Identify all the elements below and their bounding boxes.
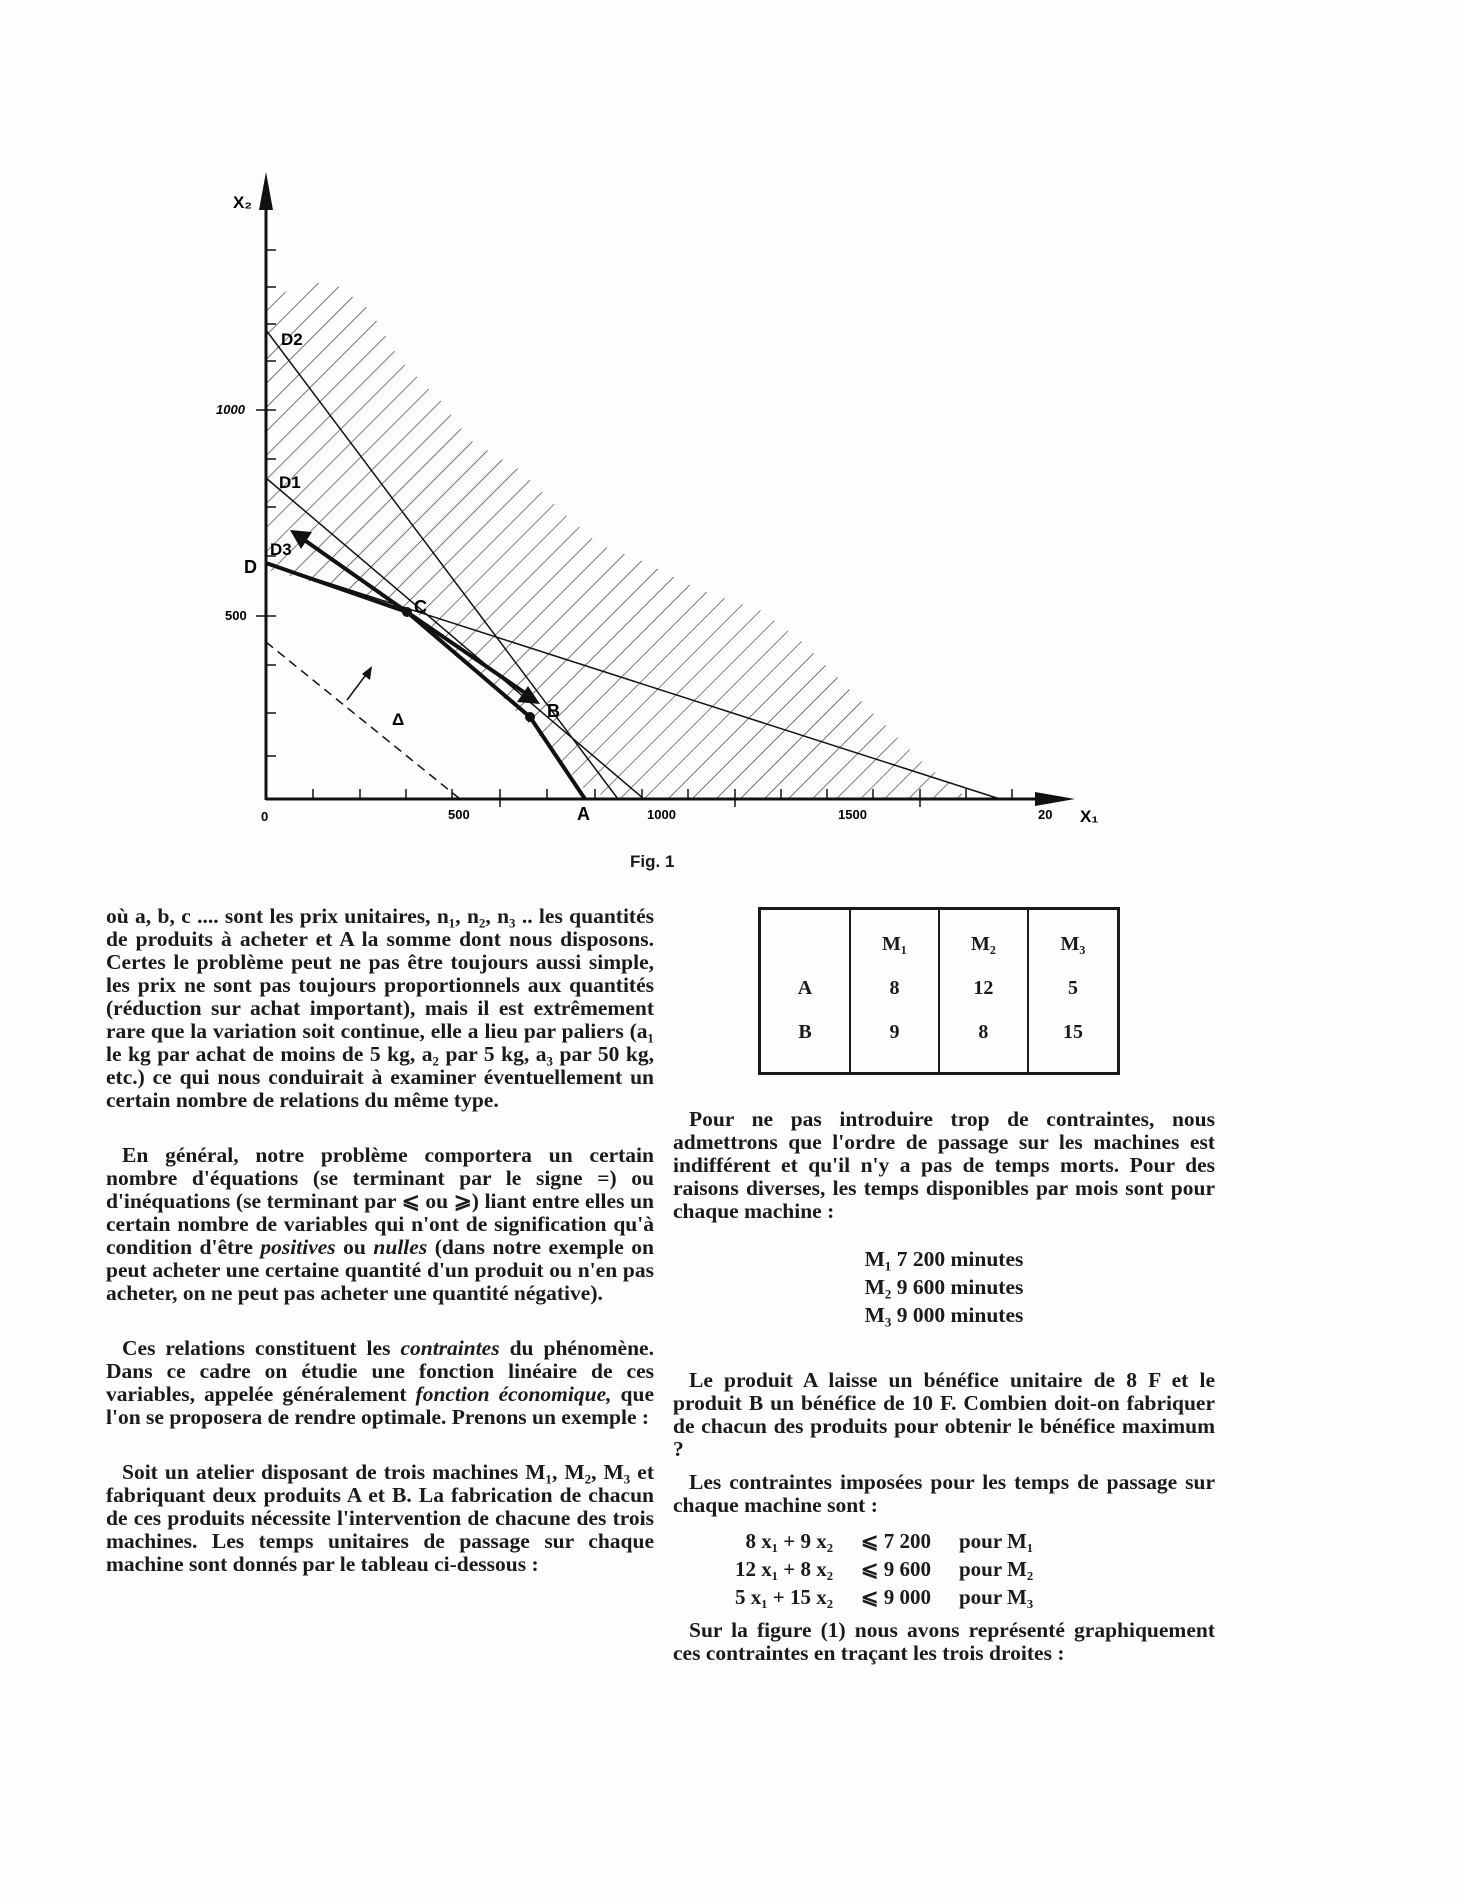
inequality-row: 8 x₁ + 9 x₂ ⩽ 7 200 pour M₁ bbox=[745, 1529, 1034, 1553]
label-delta: Δ bbox=[392, 710, 405, 729]
x-tick-0: 0 bbox=[261, 809, 269, 824]
figure-1 bbox=[0, 0, 1458, 880]
x-tick-1500: 1500 bbox=[838, 807, 867, 822]
right-paragraph-2: Le produit A laisse un bénéfice unitaire de 8 F et le produit B un bénéfice de 10 F. Combien doit-on fabriquer de chacun des produits pour obtenir le bénéfice maximum ? bbox=[673, 1368, 1215, 1461]
inequalities bbox=[673, 1527, 1215, 1611]
x-axis-label: X₁ bbox=[1080, 807, 1099, 826]
label-d2: D2 bbox=[281, 330, 303, 349]
y-tick-1000: 1000 bbox=[216, 402, 245, 417]
machine-time-table bbox=[758, 907, 1120, 1075]
line-delta bbox=[266, 642, 460, 799]
left-column bbox=[106, 905, 654, 1608]
label-d: D bbox=[244, 557, 257, 577]
label-b: B bbox=[547, 701, 560, 721]
machine-times bbox=[673, 1245, 1215, 1329]
arrow-delta bbox=[347, 672, 368, 700]
x-axis-arrow bbox=[1035, 792, 1075, 806]
y-tick-500: 500 bbox=[225, 608, 247, 623]
label-d3: D3 bbox=[270, 540, 292, 559]
label-c: C bbox=[414, 597, 427, 617]
point-b bbox=[525, 712, 535, 722]
x-tick-500: 500 bbox=[448, 807, 470, 822]
label-d1: D1 bbox=[279, 473, 301, 492]
x-tick-20: 20 bbox=[1038, 807, 1053, 822]
table-col-m2: M₂ 12 8 bbox=[939, 909, 1028, 1074]
y-axis-label: X₂ bbox=[233, 193, 252, 212]
label-a: A bbox=[577, 804, 590, 824]
time-m1: M₁ 7 200 minutes bbox=[864, 1247, 1024, 1271]
right-paragraph-1: Pour ne pas introduire trop de contraintes, nous admettrons que l'ordre de passage sur les machines est indifférent et qu'il n'y a pas de temps morts. Pour des raisons diverses, les temps disponibles par mois sont pour chaque machine : bbox=[673, 1107, 1215, 1223]
right-column bbox=[673, 1108, 1215, 1697]
left-paragraph-2: En général, notre problème comportera un certain nombre d'équations (se terminant par le signe =) ou d'inéquations (se terminant par ⩽ ou ⩾) liant entre elles un certain nombre de variables qui n'ont de signification qu'à condition d'être positives ou nulles (dans notre exemple on peut acheter une certaine quantité d'un produit ou n'en pas acheter, on ne peut pas acheter une quantité négative). bbox=[106, 1143, 654, 1305]
left-paragraph-3: Ces relations constituent les contraintes du phénomène. Dans ce cadre on étudie une fonction linéaire de ces variables, appelée généralement fonction économique, que l'on se proposera de rendre optimale. Prenons un exemple : bbox=[106, 1336, 654, 1429]
inequality-row: 12 x₁ + 8 x₂ ⩽ 9 600 pour M₂ bbox=[734, 1557, 1034, 1581]
hatched-region bbox=[260, 280, 1000, 805]
x-tick-1000: 1000 bbox=[647, 807, 676, 822]
table-col-product: A B bbox=[760, 909, 851, 1074]
left-paragraph-1: où a, b, c .... sont les prix unitaires, n₁, n₂, n₃ .. les quantités de produits à acheter et A la somme dont nous disposons. Certes le problème peut ne pas être toujours aussi simple, les prix ne sont pas toujours proportionnels aux quantités (réduction sur achat important), mais il est extrêmement rare que la variation soit continue, elle a lieu par paliers (a₁ le kg par achat de moins de 5 kg, a₂ par 5 kg, a₃ par 50 kg, etc.) ce qui nous conduirait à examiner éventuellement un certain nombre de relations du même type. bbox=[106, 904, 654, 1112]
table-col-m1: M₁ 8 9 bbox=[850, 909, 939, 1074]
table-col-m3: M₃ 5 15 bbox=[1028, 909, 1119, 1074]
right-paragraph-3: Les contraintes imposées pour les temps de passage sur chaque machine sont : bbox=[673, 1470, 1215, 1517]
time-m2: M₂ 9 600 minutes bbox=[864, 1275, 1024, 1299]
inequality-row: 5 x₁ + 15 x₂ ⩽ 9 000 pour M₃ bbox=[734, 1585, 1034, 1609]
time-m3: M₃ 9 000 minutes bbox=[864, 1303, 1024, 1327]
figure-caption: Fig. 1 bbox=[630, 852, 675, 871]
left-paragraph-4: Soit un atelier disposant de trois machines M₁, M₂, M₃ et fabriquant deux produits A et B. La fabrication de chacun de ces produits nécessite l'intervention de chacune des trois machines. Les temps unitaires de passage sur chaque machine sont donnés par le tableau ci-dessous : bbox=[106, 1460, 654, 1576]
y-axis-arrow bbox=[259, 172, 273, 210]
point-c bbox=[402, 607, 412, 617]
right-paragraph-4: Sur la figure (1) nous avons représenté graphiquement ces contraintes en traçant les trois droites : bbox=[673, 1618, 1215, 1665]
